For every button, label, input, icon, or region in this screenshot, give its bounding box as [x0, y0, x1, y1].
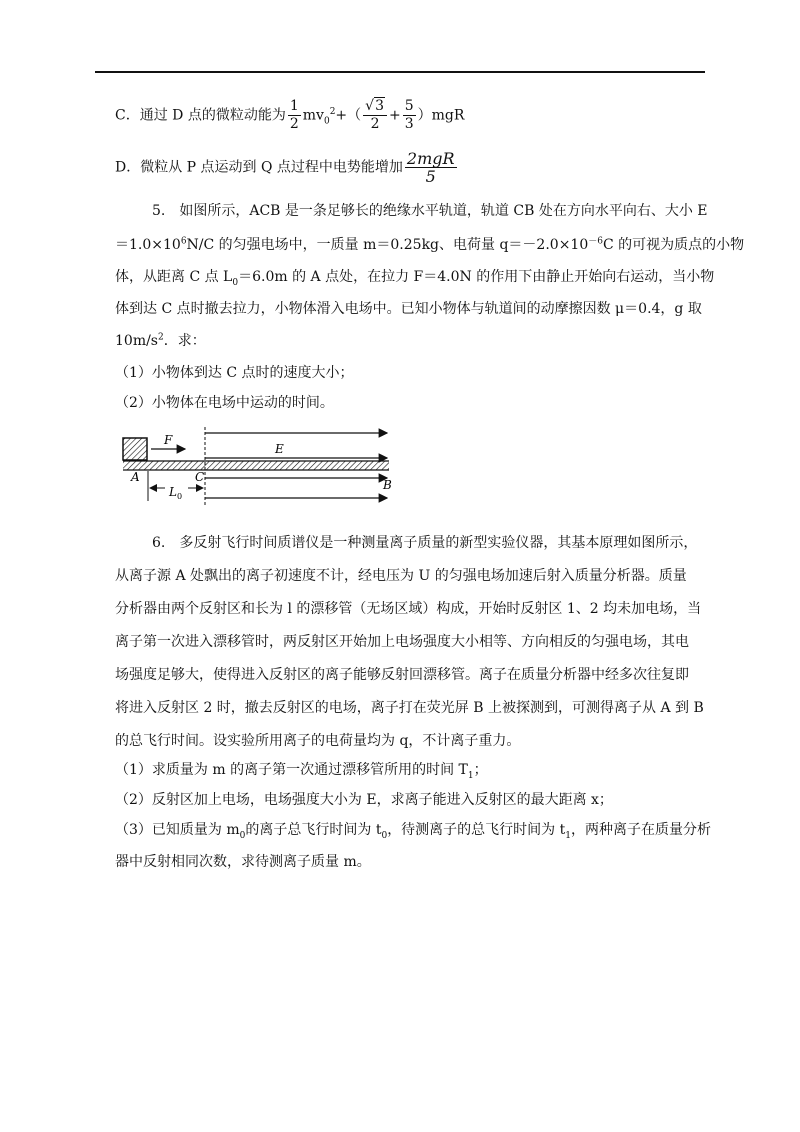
- option-d-text: D．微粒从 P 点运动到 Q 点过程中电势能增加: [115, 159, 403, 176]
- track: [123, 461, 389, 470]
- q5-line-2: $=1.0\times 10^6N/C$ 的匀强电场中，一质量 m＝0.25kg、电荷量 $q=-2.0\times 10^{-6}C$ 的可视为质点的小物: [115, 236, 745, 253]
- fraction-five-thirds: $\frac{5}{3}$: [404, 98, 414, 132]
- q5-line-1: 5. 如图所示，ACB 是一条足够长的绝缘水平轨道，轨道 CB 处在方向水平向右、大小 E: [152, 203, 708, 219]
- label-f: F: [164, 433, 173, 447]
- q5-subquestion-1: （1）小物体到达 C 点时的速度大小；: [115, 365, 354, 381]
- q6-line-3: 分析器由两个反射区和长为 l 的漂移管（无场区域）构成，开始时反射区 1、2 均未加电场，当: [115, 601, 702, 617]
- label-c: C: [195, 470, 205, 484]
- q6-line-4: 离子第一次进入漂移管时，两反射区开始加上电场强度大小相等、方向相反的匀强电场，其电: [115, 634, 689, 650]
- q5-line-4: 体到达 C 点时撤去拉力，小物体滑入电场中。已知小物体与轨道间的动摩擦因数 μ＝0.4，g 取: [115, 301, 702, 317]
- q6-line-5: 场强度足够大，使得进入反射区的离子能够反射回漂移管。离子在质量分析器中经多次往复即: [115, 667, 689, 683]
- sqrt-sign: √3: [365, 98, 384, 114]
- q6-subquestion-1: （1）求质量为 m 的离子第一次通过漂移管所用的时间 $T_1$；: [115, 762, 488, 781]
- header-rule: [95, 71, 705, 73]
- fraction-sqrt3-over-2: $\frac{√3}{2}$: [363, 98, 387, 133]
- q6-subquestion-2: （2）反射区加上电场，电场强度大小为 E，求离子能进入反射区的最大距离 x；: [115, 792, 613, 808]
- q6-line-6: 将进入反射区 2 时，撤去反射区的电场，离子打在荧光屏 B 上被探测到，可测得离子从 A 到 B: [115, 700, 704, 716]
- fraction-2mgR-over-5: $\frac{\text{2mgR}}{5}$: [406, 149, 455, 186]
- label-l0: $L_0$: [169, 485, 183, 501]
- fraction-one-half: $\frac{1}{2}$: [289, 98, 299, 132]
- option-d: [115, 150, 459, 185]
- label-b: B: [383, 478, 392, 492]
- q6-line-2: 从离子源 A 处飘出的离子初速度不计，经电压为 U 的匀强电场加速后射入质量分析器。质量: [115, 568, 687, 584]
- track-field-figure: [115, 425, 405, 510]
- q6-subquestion-3-cont: 器中反射相同次数，求待测离子质量 m。: [115, 854, 371, 870]
- block: [123, 438, 147, 460]
- q6-line-1: 6. 多反射飞行时间质谱仪是一种测量离子质量的新型实验仪器，其基本原理如图所示，: [152, 535, 698, 551]
- q5-subquestion-2: （2）小物体在电场中运动的时间。: [115, 395, 334, 411]
- q5-line-3: 体，从距离 C 点 $L_0=6.0m$ 的 A 点处，在拉力 F＝4.0N 的作用下由静止开始向右运动，当小物: [115, 269, 715, 288]
- q6-subquestion-3: （3）已知质量为 $m_0$的离子总飞行时间为 $t_0$，待测离子的总飞行时间为 $t_1$，两种离子在质量分析: [115, 822, 711, 841]
- option-c: C．通过 D 点的微粒动能为 $\frac{1}{2}$ $mv_0^2+$（ $\frac{√3}{2}$ + $\frac{5}{3}$ ）mgR: [115, 98, 465, 132]
- label-e: E: [275, 442, 284, 456]
- label-a: A: [131, 470, 140, 484]
- option-c-text: C．通过 D 点的微粒动能为: [115, 107, 286, 124]
- q6-line-7: 的总飞行时间。设实验所用离子的电荷量均为 q，不计离子重力。: [115, 733, 521, 749]
- q5-line-5: $10m/s^2$．求：: [115, 332, 206, 349]
